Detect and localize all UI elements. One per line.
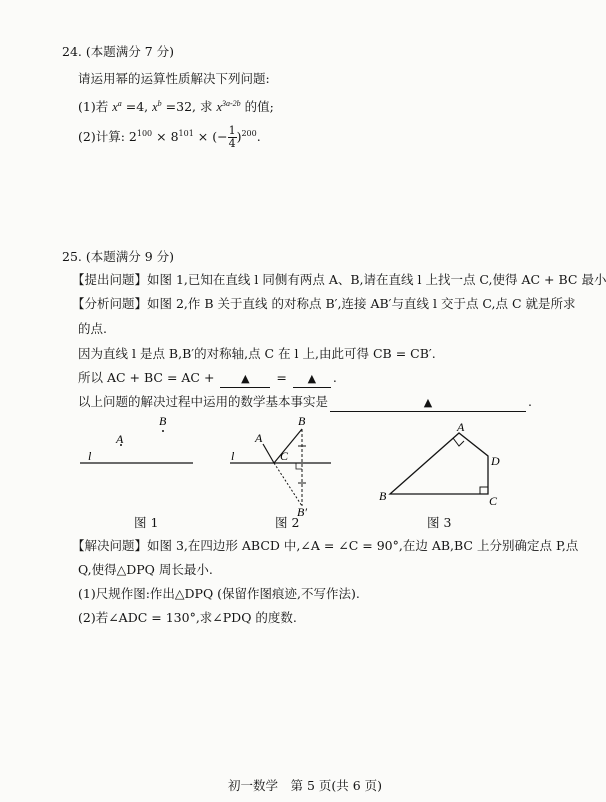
term3-exp: 200	[241, 129, 257, 138]
fig3-label-B: B	[379, 489, 387, 503]
q25-solve-line2: Q,使得△DPQ 周长最小.	[78, 562, 213, 577]
fig3-right-angle-C	[480, 487, 488, 494]
fig2-label-A: A	[255, 431, 263, 445]
q25-because-line: 因为直线 l 是点 B,B′的对称轴,点 C 在 l 上,由此可得 CB = CB′.	[78, 346, 436, 361]
fact-end: .	[528, 394, 532, 409]
q25-header: 25. (本题满分 9 分)	[62, 249, 175, 264]
fraction-numerator: 1	[228, 124, 236, 138]
so-mid: =	[272, 370, 291, 385]
q25-pose-problem: 【提出问题】如图 1,已知在直线 l 同侧有两点 A、B,请在直线 l 上找一点 C,使得 AC + BC 最小	[72, 272, 606, 287]
q24-part1	[78, 96, 274, 115]
fig1-label-l: l	[88, 449, 92, 463]
times-2: × (−	[193, 129, 228, 145]
q24-instruction: 请运用幂的运算性质解决下列问题:	[78, 71, 270, 86]
fraction	[228, 125, 237, 150]
fraction-denominator: 4	[228, 137, 236, 151]
end-period: .	[256, 129, 261, 145]
fig2-segment-CBprime	[274, 463, 302, 506]
fig2-label-l: l	[231, 449, 235, 463]
term2-exp: 101	[178, 129, 194, 138]
q25-subquestion-2: (2)若∠ADC = 130°,求∠PDQ 的度数.	[78, 610, 297, 625]
fig2-segment-AC	[263, 444, 274, 463]
term2-base: 8	[170, 129, 179, 145]
q25-solve-line1: 【解决问题】如图 3,在四边形 ABCD 中,∠A = ∠C = 90°,在边 AB,BC 上分别确定点 P,点	[72, 538, 579, 553]
exp-b: b	[157, 99, 162, 108]
fig3-label-D: D	[491, 454, 500, 468]
q24-part2	[78, 120, 261, 151]
fig3-quadrilateral	[390, 433, 488, 494]
answer-blank-2[interactable]: ▲	[293, 371, 331, 388]
figures-area	[0, 410, 606, 520]
close-paren: )	[236, 129, 242, 145]
q24-part1-label: (1)若	[78, 99, 113, 115]
exp-a: a	[117, 99, 122, 108]
fig1-caption: 图 1	[134, 515, 159, 530]
figure-2	[230, 414, 331, 519]
fig1-point-B	[162, 430, 164, 432]
answer-blank-3[interactable]: ▲	[330, 395, 526, 412]
q25-so-line	[78, 370, 337, 388]
fig3-caption: 图 3	[427, 515, 452, 530]
fig2-label-Bprime: B′	[297, 505, 307, 519]
q25-analysis-line1: 【分析问题】如图 2,作 B 关于直线 的对称点 B′,连接 AB′与直线 l 交于点 C,点 C 就是所求	[72, 296, 576, 311]
answer-blank-1[interactable]: ▲	[220, 371, 270, 388]
fact-prefix: 以上问题的解决过程中运用的数学基本事实是	[78, 394, 329, 409]
q24-header: 24. (本题满分 7 分)	[62, 44, 175, 59]
so-prefix: 所以 AC + BC = AC +	[78, 370, 219, 385]
fig2-label-B: B	[298, 414, 306, 428]
fig2-label-C: C	[280, 449, 289, 463]
var-x: x	[112, 100, 118, 115]
fig1-label-B: B	[159, 414, 167, 428]
fig2-right-angle-mark	[296, 463, 302, 469]
fig1-label-A: A	[116, 432, 124, 446]
so-end: .	[332, 370, 337, 385]
q25-analysis-line2: 的点.	[78, 321, 107, 336]
figure-1	[80, 414, 193, 463]
fig2-caption: 图 2	[275, 515, 300, 530]
figure-3	[379, 420, 500, 508]
var-x: x	[152, 100, 158, 115]
term1-base: 2	[128, 129, 137, 145]
q24-part1-tail: 的值;	[240, 99, 274, 115]
fig3-right-angle-A	[453, 438, 464, 446]
fig3-label-C: C	[489, 494, 498, 508]
times-1: ×	[152, 129, 171, 145]
term1-exp: 100	[136, 129, 153, 138]
q24-part2-label: (2)计算:	[78, 129, 129, 145]
fig3-label-A: A	[457, 420, 465, 434]
exp-expr: 3a-2b	[222, 99, 241, 108]
eq-b: =32, 求	[161, 99, 217, 115]
q25-subquestion-1: (1)尺规作图:作出△DPQ (保留作图痕迹,不写作法).	[78, 586, 360, 601]
page-footer: 初一数学 第 5 页(共 6 页)	[228, 778, 383, 793]
var-x: x	[216, 100, 223, 115]
eq-a: =4,	[121, 99, 153, 115]
